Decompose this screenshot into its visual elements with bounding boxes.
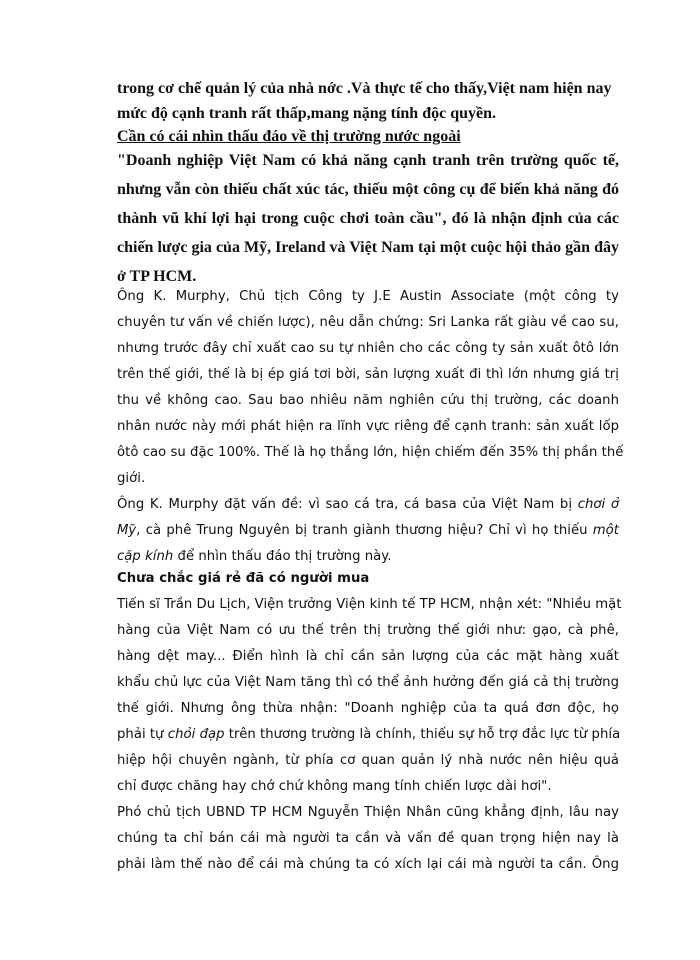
- heading-text: Cần có cái nhìn thấu đáo về thị trường nước ngoài: [117, 128, 461, 145]
- text-run: Ông K. Murphy đặt vấn đề: vì sao cá tra, cá basa của Việt Nam bị: [117, 497, 578, 512]
- text-line: Phó chủ tịch UBND TP HCM Nguyễn Thiện Nhân cũng khẳng định, lâu nay: [117, 805, 619, 820]
- text-line: Ông K. Murphy, Chủ tịch Công ty J.E Austin Associate (một công ty: [117, 289, 619, 304]
- text-line: trên thế giới, thế là bị ép giá tơi bời, sản lượng xuất đi thì lớn nhưng giá trị: [117, 367, 619, 382]
- murphy-paragraph: [117, 284, 624, 492]
- text-line: chuyên tư vấn về chiến lược), nêu dẫn chứng: Sri Lanka rất giàu về cao su,: [117, 315, 619, 330]
- text-line: nhân nước này mới phát hiện ra lĩnh vực riêng để cạnh tranh: sản xuất lốp: [117, 419, 619, 434]
- text-line: hàng của Việt Nam có ưu thế trên thị trường thế giới như: gạo, cà phê,: [117, 623, 619, 638]
- text-line: ở TP HCM.: [117, 268, 197, 285]
- heading-text: Chưa chắc giá rẻ đã có người mua: [117, 571, 370, 586]
- text-run: phải tự: [117, 727, 168, 742]
- text-line: giới.: [117, 471, 146, 486]
- text-line: [117, 518, 619, 544]
- text-line: thế giới. Nhưng ông thừa nhận: "Doanh nghiệp của ta quá đơn độc, họ: [117, 701, 619, 716]
- text-line: "Doanh nghiệp Việt Nam có khả năng cạnh tranh trên trường quốc tế,: [117, 152, 619, 169]
- text-line: trong cơ chế quản lý của nhà nớc .Và thực tế cho thấy,Việt nam hiện nay: [117, 80, 612, 97]
- text-line: khẩu chủ lực của Việt Nam tăng thì có thể ảnh hưởng đến giá cả thị trường: [117, 675, 619, 690]
- text-line: [117, 722, 619, 748]
- quote-paragraph: [117, 146, 619, 291]
- text-line: hàng dệt may... Điển hình là chỉ cần sản lượng của các mặt hàng xuất: [117, 649, 619, 664]
- text-line: nhưng vẫn còn thiếu chất xúc tác, thiếu một công cụ để biến khả năng đó: [117, 181, 619, 198]
- text-run: để nhìn thấu đáo thị trường này.: [173, 549, 392, 564]
- text-line: mức độ cạnh tranh rất thấp,mang nặng tính độc quyền.: [117, 105, 496, 122]
- text-line: [117, 492, 619, 518]
- text-line: thành vũ khí lợi hại trong cuộc chơi toàn cầu", đó là nhận định của các: [117, 210, 619, 227]
- text-line: chiến lược gia của Mỹ, Ireland và Việt Nam tại một cuộc hội thảo gần đây: [117, 239, 619, 256]
- text-run: , cà phê Trung Nguyên bị tranh giành thương hiệu? Chỉ vì họ thiếu: [136, 523, 593, 538]
- italic-text: chơi ở: [577, 497, 619, 512]
- italic-text: chỏi đạp: [167, 727, 225, 742]
- italic-text: một: [592, 523, 619, 538]
- text-line: thu về không cao. Sau bao nhiêu năm nghiên cứu thị trường, các doanh: [117, 393, 619, 408]
- italic-text: cặp kính: [117, 549, 174, 564]
- text-run: trên thương trường là chính, thiếu sự hỗ trợ đắc lực từ phía: [224, 727, 621, 742]
- text-line: hiệp hội chuyên ngành, từ phía cơ quan quản lý nhà nước nên hiệu quả: [117, 753, 619, 768]
- text-line: phải làm thế nào để cái mà chúng ta có xích lại cái mà người ta cần. Ông: [117, 857, 619, 872]
- text-line: chỉ được chăng hay chớ chứ không mang tính chiến lược dài hơi".: [117, 779, 552, 794]
- nguyen-thien-nhan-paragraph: [117, 800, 619, 878]
- italic-text: Mỹ: [117, 523, 137, 538]
- text-line: Tiến sĩ Trần Du Lịch, Viện trưởng Viện kinh tế TP HCM, nhận xét: "Nhiều mặt: [117, 597, 622, 612]
- text-line: ôtô cao su đặc 100%. Thế là họ thắng lớn, hiện chiếm đến 35% thị phần thế: [117, 445, 624, 460]
- text-line: nhưng trước đây chỉ xuất cao su tự nhiên cho các công ty sản xuất ôtô lớn: [117, 341, 619, 356]
- text-line: chúng ta chỉ bán cái mà người ta cần và vấn đề quan trọng hiện nay là: [117, 831, 619, 846]
- intro-paragraph: [117, 76, 619, 126]
- section-heading-2: [117, 566, 619, 592]
- tran-du-lich-paragraph: [117, 592, 622, 800]
- murphy-question-paragraph: [117, 492, 619, 570]
